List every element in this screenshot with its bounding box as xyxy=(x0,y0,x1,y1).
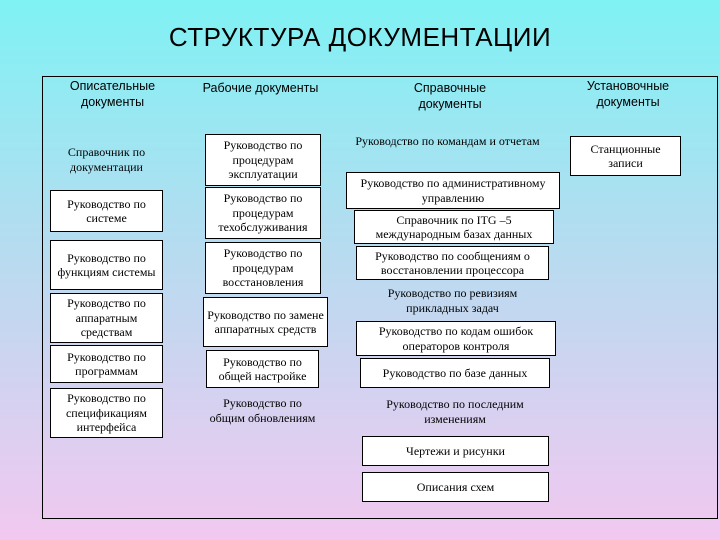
page-title: СТРУКТУРА ДОКУМЕНТАЦИИ xyxy=(168,22,552,52)
doc-operator-error-codes: Руководство по кодам ошибок операторов контроля xyxy=(356,321,556,356)
doc-system-manual: Руководство по системе xyxy=(50,190,163,232)
column-header-installation: Установочные документы xyxy=(586,79,670,109)
doc-itg5-databases: Справочник по ITG –5 международным базах данных xyxy=(354,210,554,244)
doc-documentation-guide: Справочник по документации xyxy=(67,145,146,174)
doc-processor-recovery-messages: Руководство по сообщениям о восстановлении процессора xyxy=(356,246,549,280)
column-header-reference: Справочные документы xyxy=(413,81,487,111)
doc-maintenance-procedures: Руководство по процедурам техобслуживания xyxy=(205,187,321,239)
doc-database-manual: Руководство по базе данных xyxy=(360,358,550,388)
doc-system-functions: Руководство по функциям системы xyxy=(50,240,163,290)
doc-interface-specs: Руководство по спецификациям интерфейса xyxy=(50,388,163,438)
doc-latest-changes: Руководство по последним изменениям xyxy=(386,397,524,426)
doc-general-updates: Руководство по общим обновлениям xyxy=(209,396,316,425)
doc-general-setup: Руководство по общей настройке xyxy=(206,350,319,388)
doc-hardware-replacement: Руководство по замене аппаратных средств xyxy=(203,297,328,347)
doc-administration: Руководство по административному управлению xyxy=(346,172,560,209)
doc-drawings: Чертежи и рисунки xyxy=(362,436,549,466)
doc-commands-reports: Руководство по командам и отчетам xyxy=(355,134,540,148)
doc-hardware-manual: Руководство по аппаратным средствам xyxy=(50,293,163,343)
column-header-working: Рабочие документы xyxy=(202,81,319,95)
doc-operation-procedures: Руководство по процедурам эксплуатации xyxy=(205,134,321,186)
column-header-descriptive: Описательные документы xyxy=(69,79,156,109)
doc-recovery-procedures: Руководство по процедурам восстановления xyxy=(205,242,321,294)
doc-station-records: Станционные записи xyxy=(570,136,681,176)
doc-schematics: Описания схем xyxy=(362,472,549,502)
doc-application-revisions: Руководство по ревизиям прикладных задач xyxy=(387,286,518,315)
doc-software-manual: Руководство по программам xyxy=(50,345,163,383)
